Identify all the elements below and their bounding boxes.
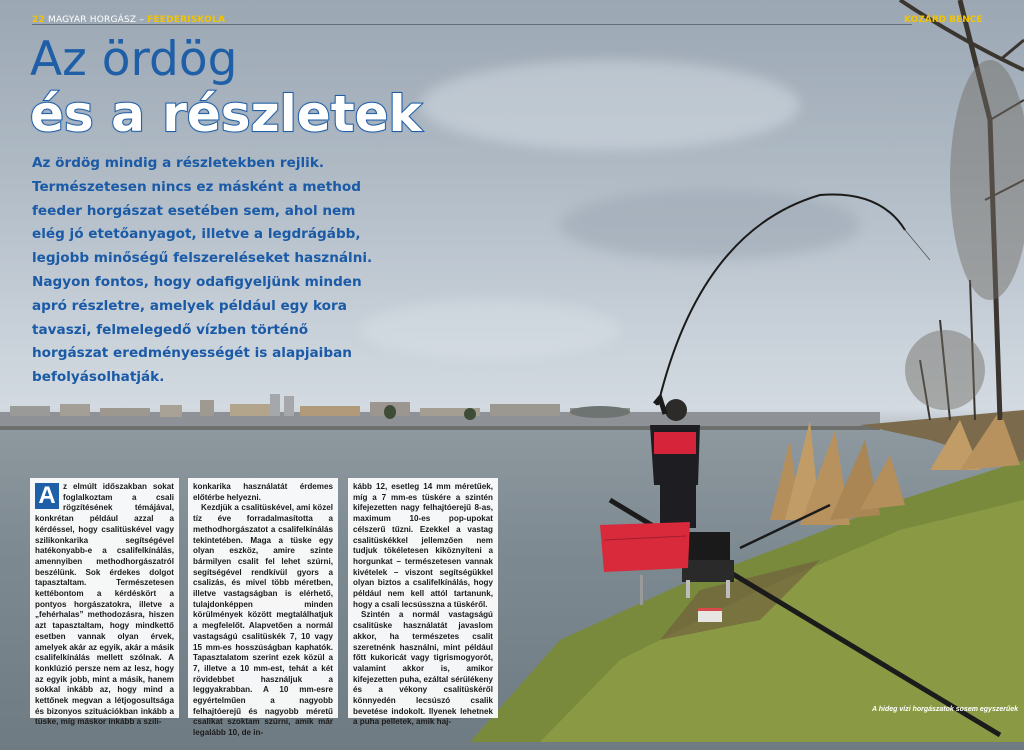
fishing-rod (658, 194, 905, 405)
article-column-1 (30, 478, 179, 727)
article-title-line-2: és a részletek (30, 85, 422, 143)
angler (650, 398, 700, 528)
lead-line: feeder horgászat esetében sem, ahol nem (32, 202, 356, 219)
article-column-2 (188, 478, 338, 738)
lead-line: apró részletre, amelyek például egy kora (32, 297, 347, 314)
body-paragraph: kább 12, esetleg 14 mm méretűek, míg a 7 mm-es tüskére a szintén kifejezetten nagy felhajtóerejű 8-as, maximum 10-es pop-upokat célszerű tűzni. Ezekkel a vastag csalitüskékkel jellemzően nem tudjuk tökéletesen kiköznyíteni a horgunkat – természetesen vannak kivételek – viszont segítségükkel olyan biztos a csalifelkínálás, hogy például nem kell attól tartanunk, hogy a csali lecsússzna a tüskéről. (353, 482, 493, 609)
article-column-3 (348, 478, 498, 727)
body-paragraph: z elmúlt időszakban sokat foglalkoztam a csali rögzítésének témájával, konkrétan például azzal a kérdéssel, hogy csalitüskével vagy szilikonkarika segítségével hatékonyabb-e a csalifelkínálás, amennyiben methodhorgászatról beszélünk. Sok érdekes dolgot tapasztaltam. Természetesen kettébontom a kérdéskört a pontyos horgászatokra, illetve a „fehérhalas” methodozásra, hiszen azt tapasztaltam, hogy mindkettő esetben vannak olyan érvek, amelyek akár az egyik, akár a másik csalifelkínálás mellett szólnak. A konklúzió persze nem az lesz, hogy az egyik jobb, mint a másik, hanem sokkal inkább az, hogy mind a kettőnek megvan a létjogosultsága és bizonyos szituációkban inkább a tüske, míg máskor inkább a szili- (35, 482, 174, 727)
section-name: FEEDERISKOLA (147, 15, 226, 25)
lead-line: tavaszi, felmelegedő vízben történő (32, 321, 309, 338)
article-lead (32, 152, 373, 390)
lead-line: befolyásolhatják. (32, 369, 165, 386)
body-paragraph: Kezdjük a csalitüskével, ami közel tíz éve forradalmasította a methodhorgászatot a csalifelkínálás tekintetében. Maga a tüske egy olyan eszköz, amire szinte bármilyen csalit fel lehet szúrni, segítségével rendkívül gyors a csalizás, és mivel több méretben, illetve vastagságban is elérhető, tulajdonképpen minden körülmények között megtalálhatjuk a megfelelőt. Alapvetően a normál vastagságú csalitüskék 7, 10 vagy 15 mm-es hosszúságban kaphatók. Tapasztalatom szerint ezek közül a 7, illetve a 10 mm-est, tehát a két rövidebbet használjuk a leggyakrabban. A 10 mm-esre egyértelműen a nagyobb felhajtóerejű és nagyobb méretű csalikat szoktam szúrni, amik már legalább 10, de in- (193, 503, 333, 738)
running-header: 22 MAGYAR HORGÁSZ – FEEDERISKOLA (32, 15, 226, 25)
photo-caption: A hideg vízi horgászatok sosem egyszerűek (872, 706, 1019, 713)
lead-line: elég jó etetőanyagot, illetve a legdrágább, (32, 226, 361, 243)
lead-line: Természetesen nincs ez másként a method (32, 178, 361, 195)
body-paragraph: konkarika használatát érdemes előtérbe helyezni. (193, 482, 333, 502)
body-paragraph: Szintén a normál vastagságú csalitüske használatát javaslom akkor, ha természetes csalit szeretnénk használni, mint például főtt kukoricát vagy tigrismogyorót, valamint akkor is, amikor kifejezetten puha, ezáltal sérülékeny és a vékony csalitüskéről könnyedén lecsúszó csalik bevetése indokolt. Ilyenek lehetnek a puha pelletek, amik haj- (353, 610, 493, 727)
tree-crowns (905, 60, 1024, 410)
fishing-line (905, 230, 930, 260)
drop-cap: A (35, 483, 59, 509)
page-number: 22 (32, 15, 45, 25)
author-name: KOZÁRD BENCE (904, 15, 983, 25)
lead-line: Nagyon fontos, hogy odafigyeljünk minden (32, 273, 362, 290)
magazine-name: MAGYAR HORGÁSZ (48, 15, 137, 25)
lead-line: legjobb minőségű felszereléseket használni. (32, 250, 373, 267)
lead-line: horgászat eredményességét is alapjaiban (32, 345, 352, 362)
article-title-line-1: Az ördög (30, 32, 238, 87)
lead-line: Az ördög mindig a részletekben rejlik. (32, 155, 325, 171)
